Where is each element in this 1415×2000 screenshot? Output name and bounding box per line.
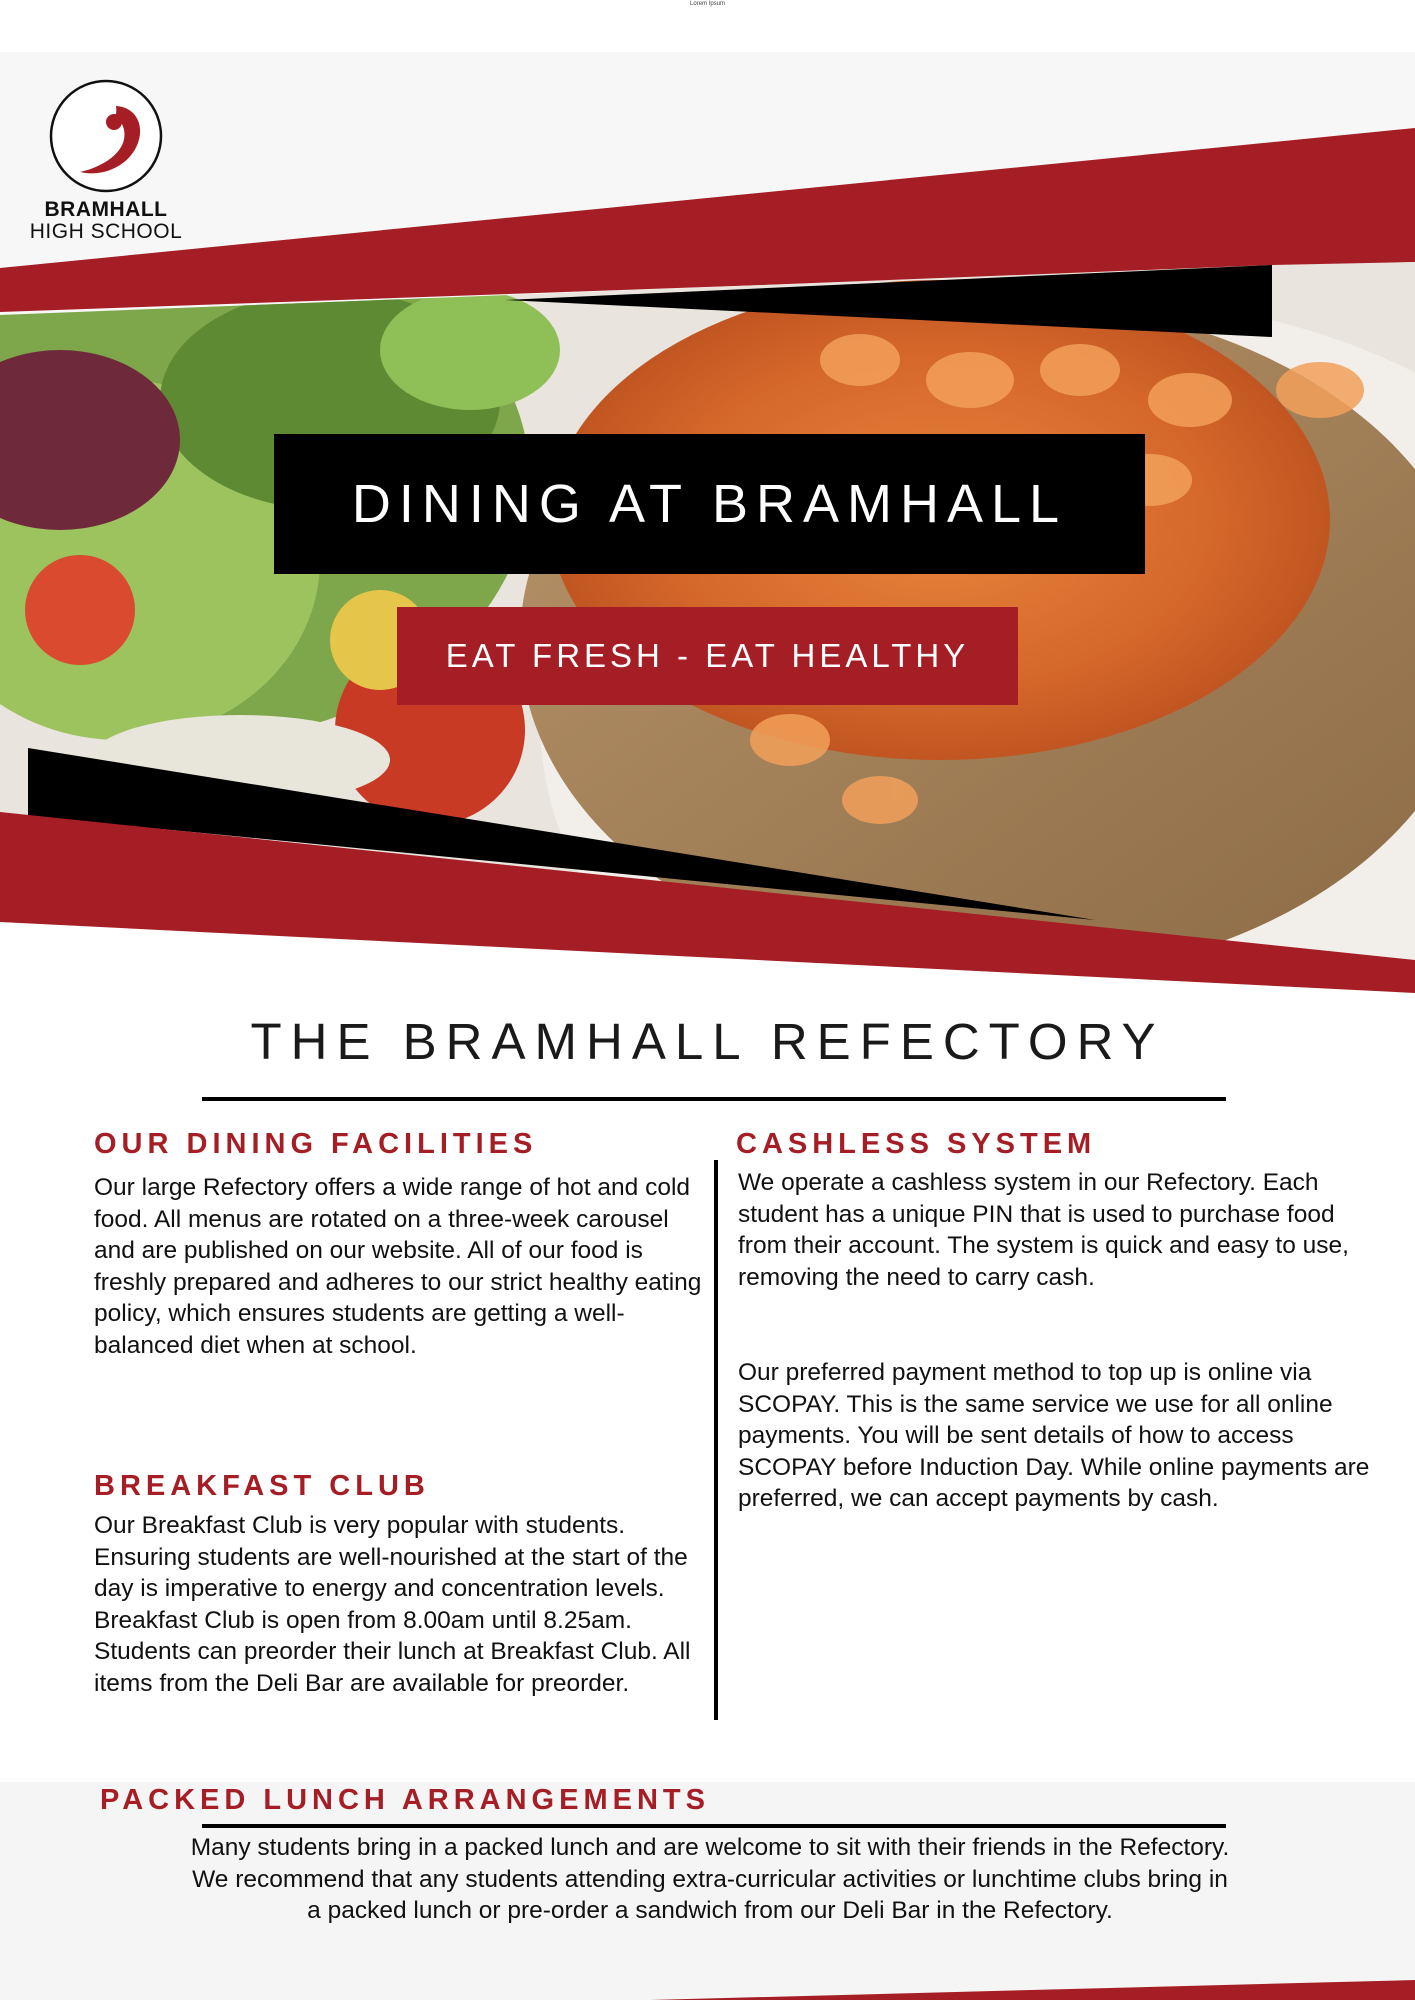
logo-school-name: BRAMHALL bbox=[44, 198, 168, 221]
logo-school-type: HIGH SCHOOL bbox=[29, 220, 183, 243]
breakfast-heading: BREAKFAST CLUB bbox=[94, 1470, 430, 1502]
packed-lunch-divider bbox=[202, 1824, 1226, 1828]
cashless-text-2: Our preferred payment method to top up is online via SCOPAY. This is the same service we use for all online payments. You will be sent details of how to access SCOPAY before Induction Day. While online payments are preferred, we can accept payments by cash. bbox=[738, 1359, 1370, 1512]
hero-title: DINING AT BRAMHALL bbox=[351, 474, 1068, 534]
bottom-red-band bbox=[0, 1980, 1415, 2000]
breakfast-text: Our Breakfast Club is very popular with students. Ensuring students are well-nourished at the start of the day is imperative to energy and concentration levels. Breakfast Club is open from 8.00am until 8.25am. Students can preorder their lunch at Breakfast Club. All items from the Deli Bar are available for preorder. bbox=[94, 1512, 691, 1697]
cashless-heading: CASHLESS SYSTEM bbox=[736, 1128, 1097, 1160]
title-divider bbox=[202, 1097, 1226, 1101]
cashless-text-1: We operate a cashless system in our Refectory. Each student has a unique PIN that is used to purchase food from their account. The system is quick and easy to use, removing the need to carry cash. bbox=[738, 1169, 1349, 1291]
hero-subtitle-box bbox=[397, 607, 1018, 705]
top-note: Lorem Ipsum bbox=[689, 1, 725, 7]
page-title: THE BRAMHALL REFECTORY bbox=[250, 1013, 1165, 1070]
column-divider bbox=[714, 1160, 718, 1720]
facilities-text: Our large Refectory offers a wide range of hot and cold food. All menus are rotated on a three-week carousel and are published on our website. All of our food is freshly prepared and adheres to our strict healthy eating policy, which ensures students are getting a well-balanced diet when at school. bbox=[94, 1174, 702, 1359]
hero-subtitle: EAT FRESH - EAT HEALTHY bbox=[445, 637, 970, 674]
hero-title-box bbox=[274, 434, 1145, 574]
facilities-heading: OUR DINING FACILITIES bbox=[94, 1128, 538, 1160]
packed-lunch-text: Many students bring in a packed lunch and are welcome to sit with their friends in the Refectory. We recommend that any students attending extra-curricular activities or lunchtime clubs bring in a packed lunch or pre-order a sandwich from our Deli Bar in the Refectory. bbox=[190, 1834, 1230, 1924]
packed-lunch-heading: PACKED LUNCH ARRANGEMENTS bbox=[100, 1784, 710, 1816]
